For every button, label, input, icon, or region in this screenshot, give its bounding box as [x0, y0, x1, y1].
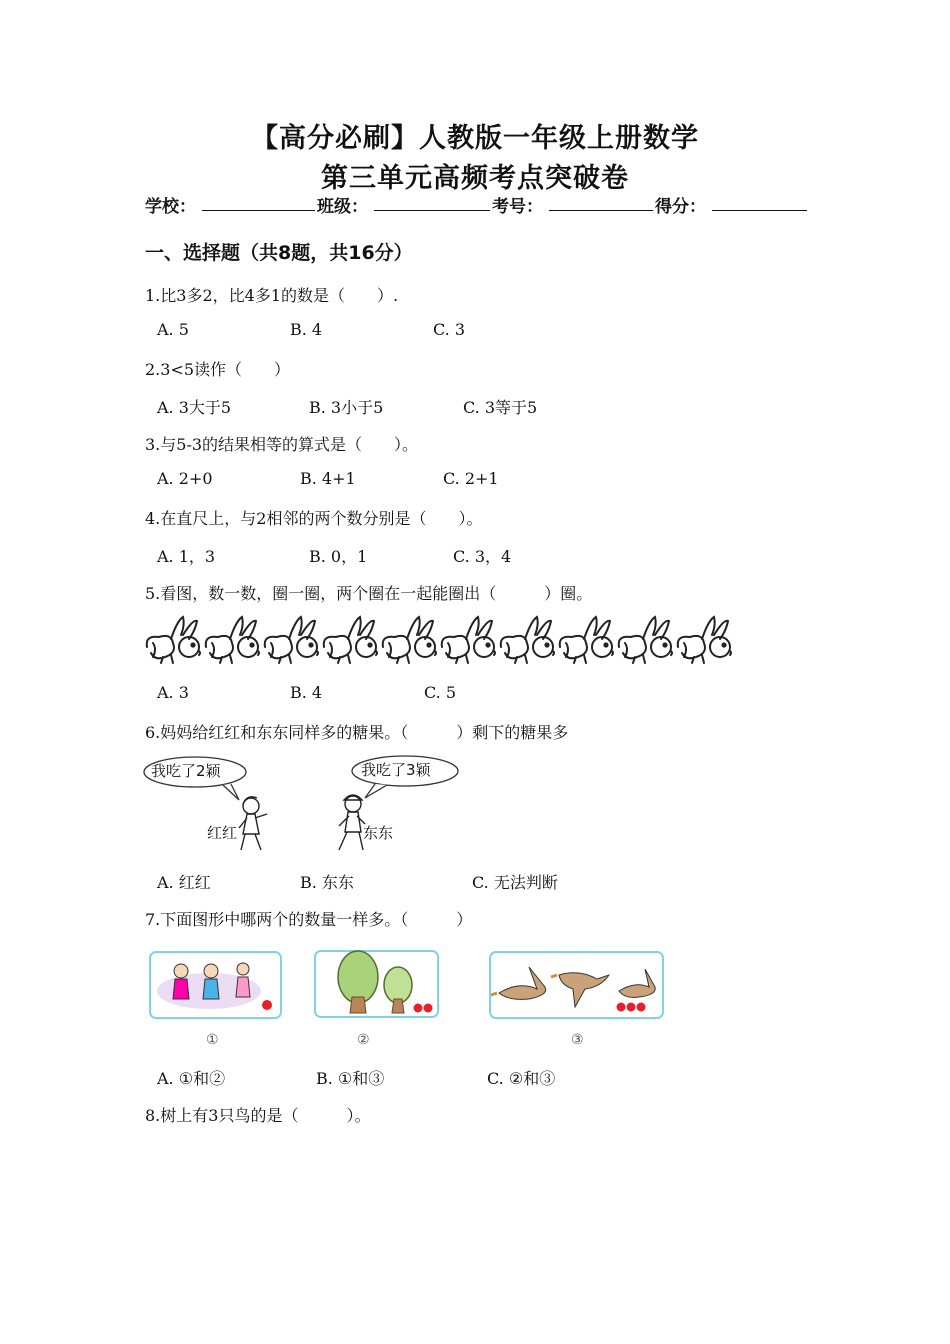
red-dot-icon	[617, 1003, 626, 1012]
rabbit-icon	[147, 617, 200, 663]
bubble-right-text: 我吃了3颖	[361, 761, 431, 779]
red-dot-icon	[424, 1004, 433, 1013]
question-4: 4.在直尺上，与2相邻的两个数分别是（ ）。	[145, 509, 483, 528]
section-heading: 一、选择题（共8题，共16分）	[145, 242, 413, 264]
rabbit-icon	[619, 617, 672, 663]
question-3: 3.与5-3的结果相等的算式是（ ）。	[145, 435, 419, 454]
q7-option-a[interactable]: A. ①和②	[157, 1069, 226, 1088]
question-7: 7.下面图形中哪两个的数量一样多。（ ）	[145, 910, 473, 929]
q7-option-c[interactable]: C. ②和③	[487, 1069, 556, 1088]
boy-icon	[339, 795, 365, 850]
school-label: 学校：	[145, 197, 196, 217]
q4-option-c[interactable]: C. 3，4	[453, 547, 512, 566]
score-blank[interactable]	[712, 210, 807, 211]
card-trees	[314, 947, 439, 1019]
q1-option-c[interactable]: C. 3	[433, 320, 466, 339]
q6-option-c[interactable]: C. 无法判断	[472, 873, 558, 892]
red-dot-icon	[627, 1003, 636, 1012]
rabbit-icon	[560, 617, 613, 663]
q6-option-b[interactable]: B. 东东	[300, 873, 354, 892]
rabbit-icon	[383, 617, 436, 663]
question-2: 2.3<5读作（ ）	[145, 360, 291, 379]
rabbit-icon	[265, 617, 318, 663]
children-icon	[173, 963, 250, 999]
rabbit-icon	[678, 617, 731, 663]
q2-option-a[interactable]: A. 3大于5	[157, 398, 232, 417]
rabbits-figure	[143, 613, 743, 667]
card-geese	[489, 951, 664, 1019]
red-dot-icon	[262, 1000, 272, 1010]
red-dot-icon	[414, 1004, 423, 1013]
q1-option-a[interactable]: A. 5	[157, 320, 189, 339]
question-5: 5.看图，数一数，圈一圈，两个圈在一起能圈出（ ）圈。	[145, 584, 593, 603]
exam-no-blank[interactable]	[549, 210, 653, 211]
name-right: 东东	[363, 824, 394, 842]
caption-1: ①	[206, 1032, 219, 1048]
page-subtitle: 第三单元高频考点突破卷	[321, 163, 629, 194]
school-blank[interactable]	[202, 210, 315, 211]
girl-icon	[239, 797, 267, 850]
class-label: 班级：	[317, 197, 368, 217]
q5-option-a[interactable]: A. 3	[157, 683, 189, 702]
class-blank[interactable]	[374, 210, 490, 211]
exam-no-label: 考号：	[492, 197, 543, 217]
q2-option-b[interactable]: B. 3小于5	[309, 398, 384, 417]
q6-option-a[interactable]: A. 红红	[157, 873, 211, 892]
q3-option-b[interactable]: B. 4+1	[300, 469, 356, 488]
q3-option-c[interactable]: C. 2+1	[443, 469, 499, 488]
caption-2: ②	[357, 1032, 370, 1048]
question-6: 6.妈妈给红红和东东同样多的糖果。（ ）剩下的糖果多	[145, 723, 569, 742]
question-1: 1.比3多2，比4多1的数是（ ）.	[145, 286, 399, 305]
q2-option-c[interactable]: C. 3等于5	[463, 398, 538, 417]
q3-option-a[interactable]: A. 2+0	[157, 469, 213, 488]
caption-3: ③	[571, 1032, 584, 1048]
page-title: 【高分必刷】人教版一年级上册数学	[251, 123, 699, 154]
name-left: 红红	[207, 824, 238, 842]
student-info-row	[145, 192, 807, 217]
q4-option-a[interactable]: A. 1，3	[157, 547, 216, 566]
q4-option-b[interactable]: B. 0，1	[309, 547, 368, 566]
rabbit-icon	[324, 617, 377, 663]
q5-option-b[interactable]: B. 4	[290, 683, 323, 702]
q5-option-c[interactable]: C. 5	[424, 683, 457, 702]
question-8: 8.树上有3只鸟的是（ ）。	[145, 1106, 371, 1125]
q7-option-b[interactable]: B. ①和③	[316, 1069, 385, 1088]
rabbit-icon	[501, 617, 554, 663]
q6-figure	[143, 754, 473, 858]
card-children	[149, 951, 282, 1019]
bubble-left-text: 我吃了2颖	[151, 762, 221, 780]
rabbit-icon	[442, 617, 495, 663]
q1-option-b[interactable]: B. 4	[290, 320, 323, 339]
red-dot-icon	[637, 1003, 646, 1012]
score-label: 得分：	[655, 197, 706, 217]
rabbit-icon	[206, 617, 259, 663]
